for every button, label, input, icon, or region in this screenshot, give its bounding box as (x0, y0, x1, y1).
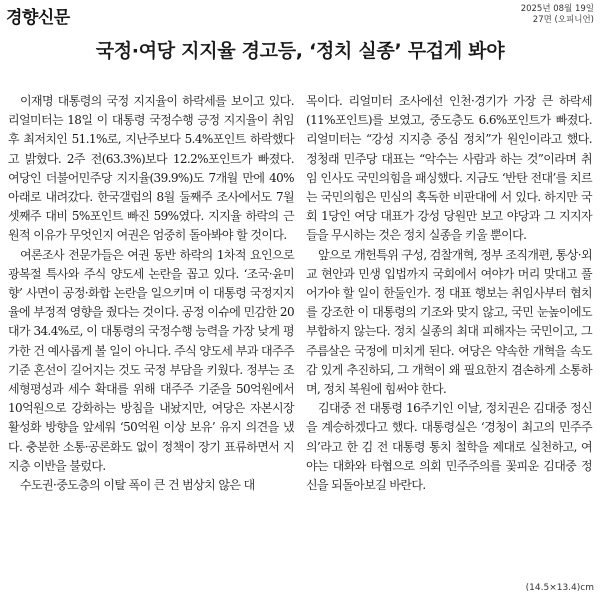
paragraph: 수도권·중도층의 이탈 폭이 큰 건 범상치 않은 대 (20, 478, 255, 493)
newspaper-name: 경향신문 (6, 8, 70, 28)
paragraph: 김대중 전 대통령 16주기인 이날, 정치권은 김대중 정신을 계승하겠다고 했다. 대통령실은 ‘경청이 최고의 민주주의’라고 한 김 전 대통령 통치 철학을 제대로 실천하고, 여야는 대화와 타협으로 의회 민주주의를 꽃피운 김대중 정신을 되돌아보길 바란다. (306, 401, 592, 493)
issue-meta (521, 4, 594, 26)
issue-date: 2025년 08월 19일 (520, 4, 594, 14)
paragraph: 여론조사 전문가들은 여권 동반 하락의 1차적 요인으로 광복절 특사와 주식 양도세 논란을 꼽고 있다. ‘조국·윤미향’ 사면이 공정·화합 논란을 일으키며 이 대통령 국정지지율에 부정적 영향을 줬다는 것이다. 공정 이슈에 민감한 20대가 34.4%로, 이 대통령의 국정수행 능력을 가장 낮게 평가한 건 예사롭게 볼 일이 아니다. 주식 양도세 부과 대주주 기준 혼선이 길어지는 것도 국정 부담을 키웠다. 정부는 조세형평성과 세수 확대를 위해 대주주 기준을 50억원에서 10억원으로 강화하는 방침을 내놨지만, 여당은 자본시장 활성화 방향을 앞세워 ‘50억원 이상 보유’ 유지 의견을 냈다. 충분한 소통·공론화도 없이 정책이 장기 표류하면서 지지층 이반을 불렀다. (8, 247, 294, 473)
article-size: (14.5×13.4)cm (525, 583, 594, 593)
paragraph: 목이다. 리얼미터 조사에선 인천·경기가 가장 큰 하락세(11%포인트)를 보였고, 중도층도 6.6%포인트가 빠졌다. 리얼미터는 “강성 지지층 중심 정치”가 원인이라고 했다. 정청래 민주당 대표는 “악수는 사람과 하는 것”이라며 취임 인사도 국민의힘을 패싱했다. 지금도 ‘반탄 전대’를 치르는 국민의힘은 민심의 혹독한 비판대에 서 있다. 하지만 국회 1당인 여당 대표가 강성 당원만 보고 야당과 그 지지자들을 무시하는 것은 정치 실종을 키울 뿐이다. (306, 94, 592, 243)
article-headline: 국정·여당 지지율 경고등, ‘정치 실종’ 무겁게 봐야 (95, 40, 505, 62)
paragraph: 이재명 대통령의 국정 지지율이 하락세를 보이고 있다. 리얼미터는 18일 이 대통령 국정수행 긍정 지지율이 취임 후 최저치인 51.1%로, 지난주보다 5.4%포인트 하락했다고 밝혔다. 2주 전(63.3%)보다 12.2%포인트가 빠졌다. 여당인 더불어민주당 지지율(39.9%)도 7개월 만에 40% 아래로 내려갔다. 한국갤럽의 8월 둘째주 조사에서도 7월 셋째주 대비 5%포인트 빠진 59%였다. 지지율 하락의 근원적 이유가 무엇인지 여권은 엄중히 돌아봐야 할 것이다. (8, 94, 294, 243)
article-column-left (8, 92, 294, 495)
page-section: 27면 (오피니언) (532, 15, 594, 25)
paragraph: 앞으로 개헌특위 구성, 검찰개혁, 정부 조직개편, 통상·외교 현안과 민생 입법까지 국회에서 여야가 머리 맞대고 풀어가야 할 일이 한둘인가. 정 대표 행보는 취임사부터 협치를 강조한 이 대통령의 기조와 맞지 않고, 국민 눈높이에도 부합하지 않는다. 정치 실종의 최대 피해자는 국민이고, 그 주름살은 국정에 미치게 된다. 여당은 약속한 개혁을 속도감 있게 추진하되, 그 개혁이 왜 필요한지 겸손하게 소통하며, 정치 복원에 힘써야 한다. (306, 247, 592, 397)
article-column-right (306, 92, 592, 495)
